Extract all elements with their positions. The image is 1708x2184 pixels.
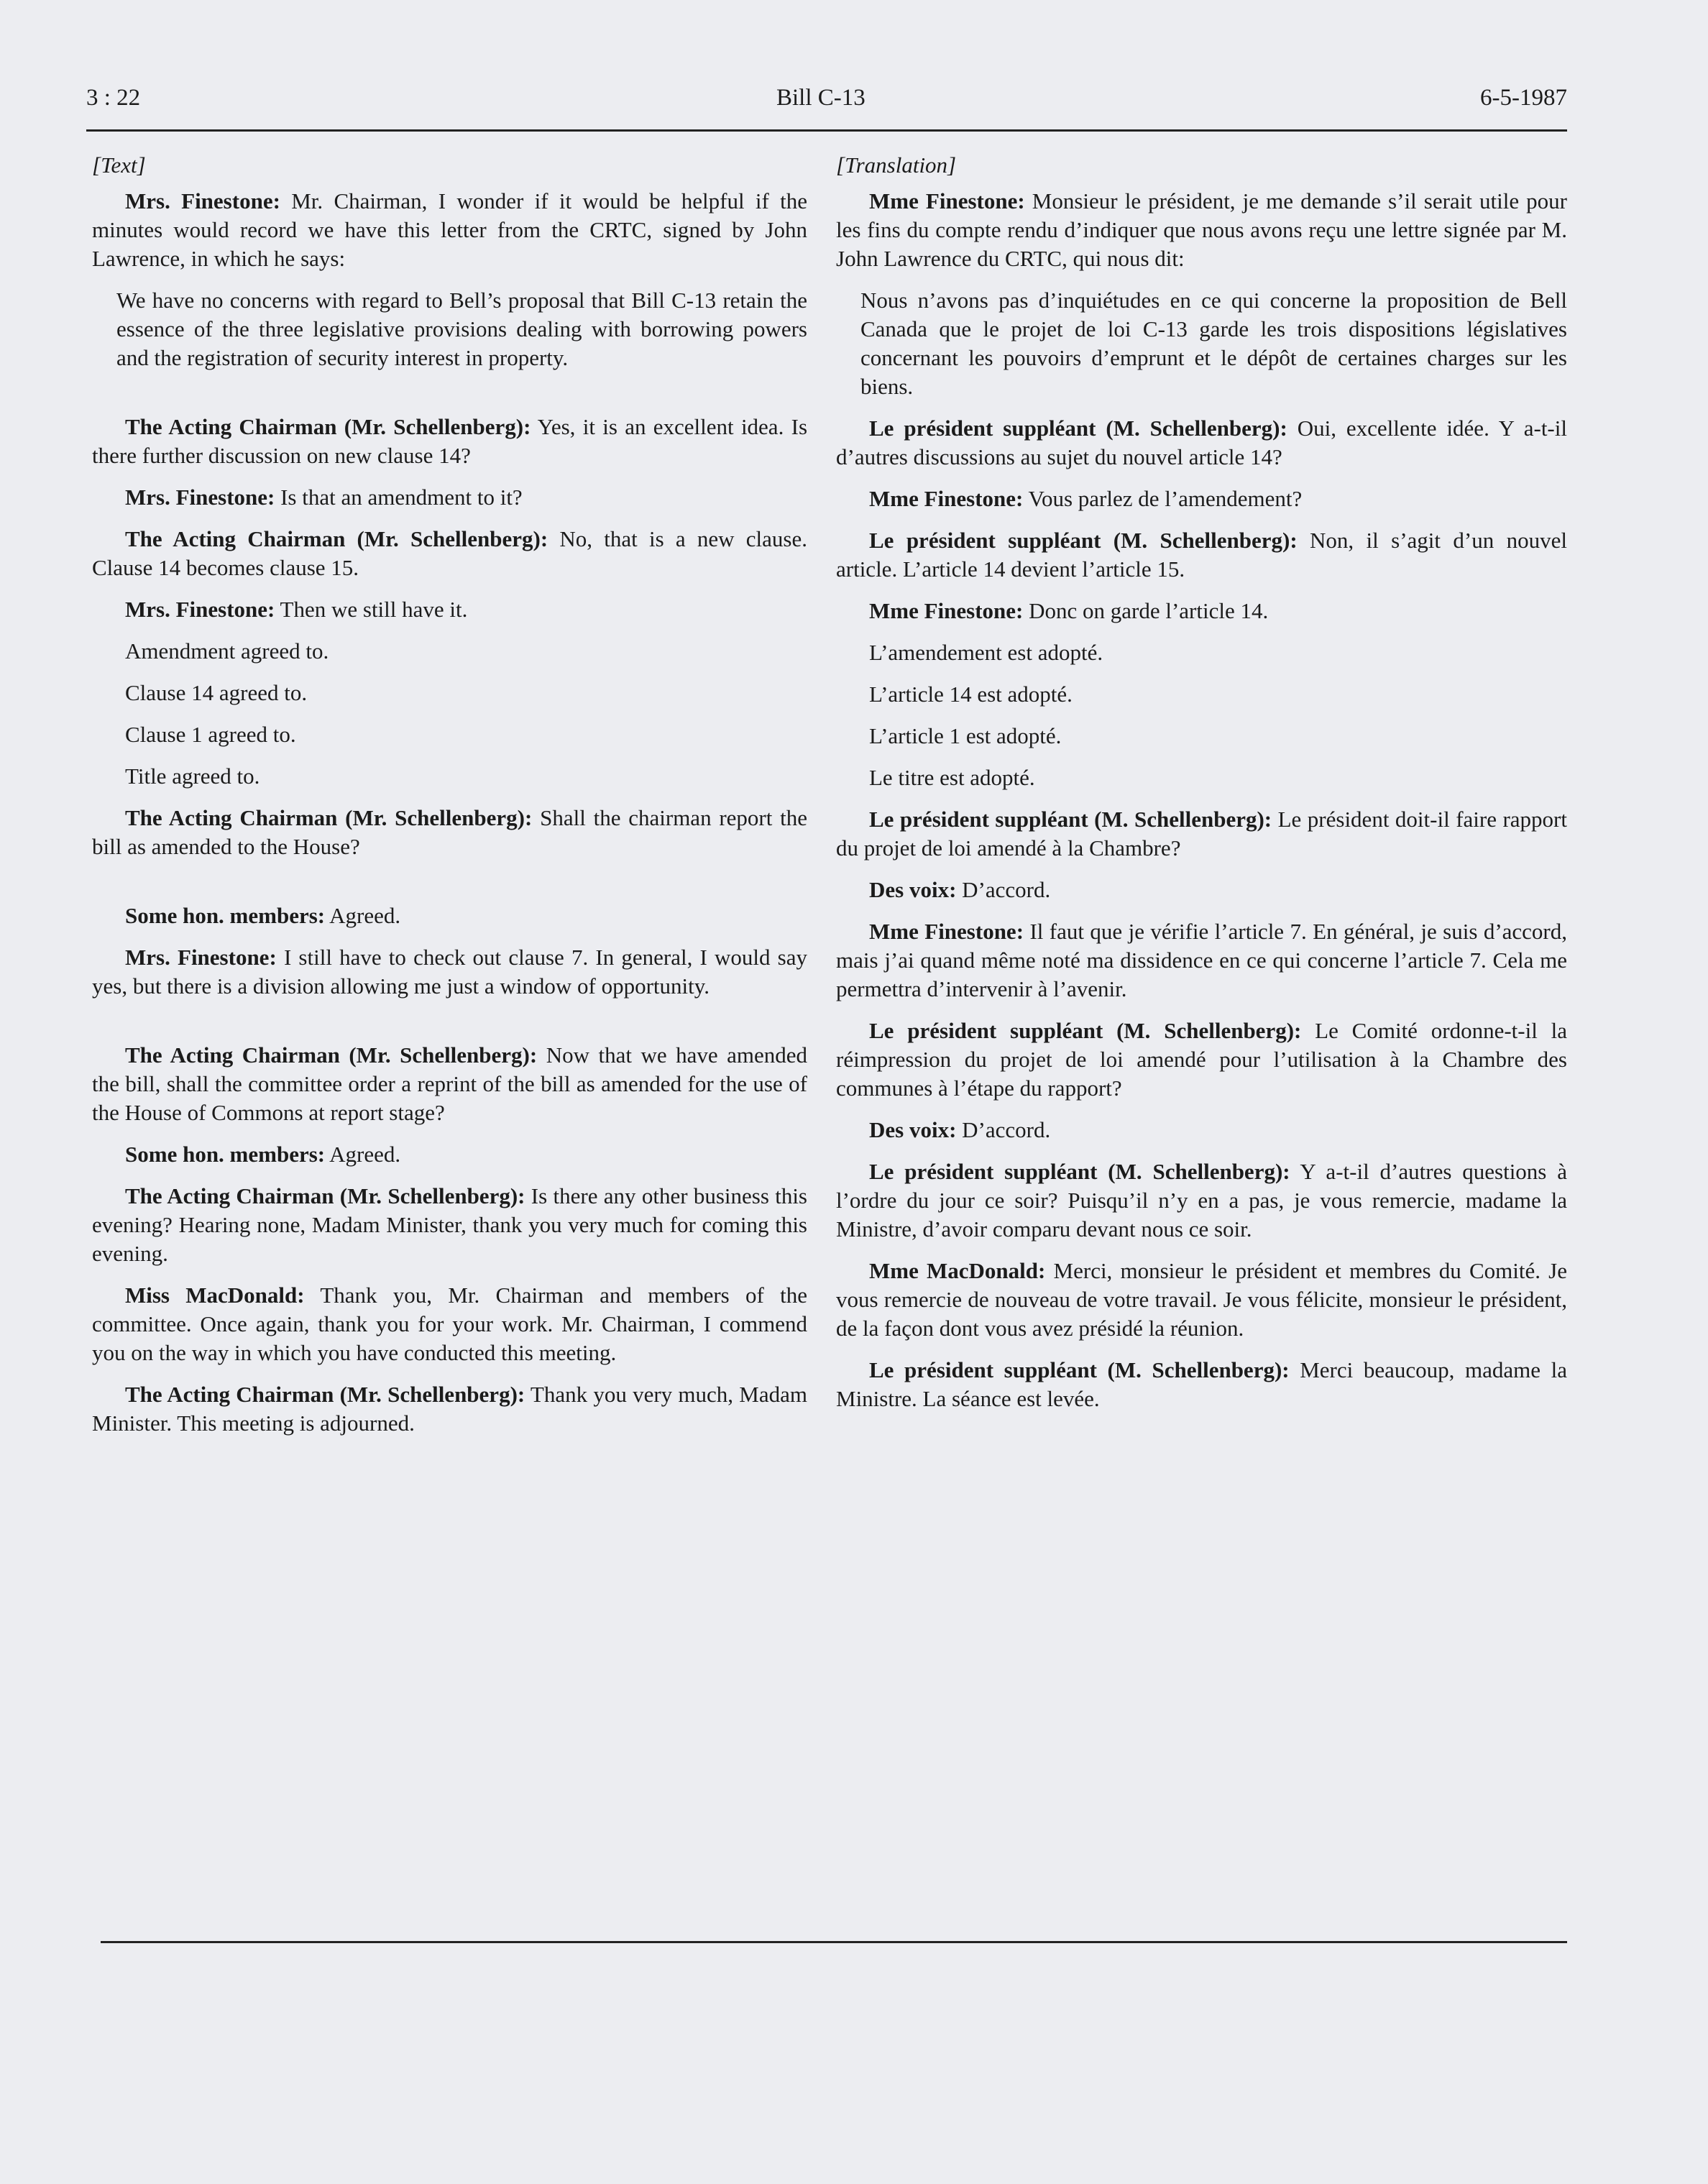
speaker-name: The Acting Chairman (Mr. Schellenberg):	[125, 805, 533, 830]
speech-text: Agreed.	[325, 1142, 401, 1167]
procedural-note	[836, 638, 1567, 667]
speech-text: Agreed.	[325, 903, 401, 928]
speech-text: Is there any other business this evening? Hearing none, Madam Minister, thank you very much for coming this evening.	[92, 1183, 807, 1266]
speaker-name: Le président suppléant (M. Schellenberg):	[869, 1018, 1302, 1043]
speaker-name: Mrs. Finestone:	[125, 485, 275, 510]
speech-text: Oui, excellente idée. Y a-t-il d’autres discussions au sujet du nouvel article 14?	[836, 416, 1567, 469]
speaker-name: Mrs. Finestone:	[125, 945, 277, 970]
procedural-note	[836, 722, 1567, 751]
speaker-name: The Acting Chairman (Mr. Schellenberg):	[125, 1382, 525, 1407]
speaker-name: Mrs. Finestone:	[125, 597, 275, 622]
speech-text: Shall the chairman report the bill as amended to the House?	[92, 805, 807, 859]
procedural-note	[92, 720, 807, 749]
speech-text: Merci, monsieur le président et membres du Comité. Je vous remercie de nouveau de votre travail. Je vous félicite, monsieur le président, de la façon dont vous avez présidé la réunion.	[836, 1258, 1567, 1341]
procedural-note	[836, 680, 1567, 709]
speaker-name: Le président suppléant (M. Schellenberg):	[869, 1159, 1290, 1184]
speech-text: Clause 1 agreed to.	[125, 722, 296, 747]
paragraph	[92, 804, 807, 861]
paragraph	[92, 525, 807, 582]
speech-text: Clause 14 agreed to.	[125, 680, 308, 705]
speech-text: Yes, it is an excellent idea. Is there further discussion on new clause 14?	[92, 414, 808, 468]
french-column	[836, 151, 1567, 1426]
paragraph	[92, 1140, 807, 1169]
speech-text: Il faut que je vérifie l’article 7. En général, je suis d’accord, mais j’ai quand même noté ma dissidence en ce qui concerne l’article 7. Cela me permettra d’intervenir à l’avenir.	[836, 919, 1568, 1001]
speech-text: Thank you, Mr. Chairman and members of the committee. Once again, thank you for your work. Mr. Chairman, I commend you on the way in which you have conducted this meeting.	[92, 1283, 807, 1365]
column-label: [Translation]	[836, 152, 957, 178]
paragraph	[92, 187, 807, 273]
quoted-letter	[116, 286, 807, 372]
footer-rule	[101, 1941, 1567, 1943]
speaker-name: Le président suppléant (M. Schellenberg):	[869, 807, 1272, 832]
speech-text: Le président doit-il faire rapport du projet de loi amendé à la Chambre?	[836, 807, 1567, 861]
paragraph	[836, 187, 1567, 273]
paragraph	[836, 1356, 1567, 1413]
speaker-name: Mrs. Finestone:	[125, 188, 280, 214]
procedural-note	[92, 637, 807, 666]
speaker-name: The Acting Chairman (Mr. Schellenberg):	[125, 1183, 525, 1208]
paragraph	[92, 943, 807, 1001]
speech-text: Merci beaucoup, madame la Ministre. La séance est levée.	[836, 1357, 1568, 1411]
speaker-name: Le président suppléant (M. Schellenberg):	[869, 1357, 1290, 1382]
speaker-name: Des voix:	[869, 1117, 957, 1142]
speaker-name: Some hon. members:	[125, 1142, 326, 1167]
speech-text: D’accord.	[956, 877, 1051, 902]
paragraph	[92, 901, 807, 930]
quoted-letter	[860, 286, 1567, 401]
speech-text: Now that we have amended the bill, shall the committee order a reprint of the bill as amended for the use of the House of Commons at report stage?	[92, 1042, 807, 1125]
speech-text: Thank you very much, Madam Minister. This meeting is adjourned.	[92, 1382, 807, 1436]
speaker-name: Miss MacDonald:	[125, 1283, 305, 1308]
speech-text: D’accord.	[956, 1117, 1051, 1142]
paragraph	[92, 1182, 807, 1268]
paragraph	[836, 526, 1567, 584]
speech-text: Then we still have it.	[275, 597, 468, 622]
speech-text: Monsieur le président, je me demande s’il serait utile pour les fins du compte rendu d’indiquer que nous avons reçu une lettre signée par M. John Lawrence du CRTC, qui nous dit:	[836, 188, 1567, 271]
speech-text: L’article 1 est adopté.	[869, 723, 1062, 748]
speech-text: No, that is a new clause. Clause 14 becomes clause 15.	[92, 526, 807, 580]
speaker-name: The Acting Chairman (Mr. Schellenberg):	[125, 414, 531, 439]
speaker-name: Le président suppléant (M. Schellenberg):	[869, 416, 1287, 441]
speaker-name: Mme Finestone:	[869, 598, 1024, 623]
paragraph	[836, 485, 1567, 513]
speech-text: Donc on garde l’article 14.	[1023, 598, 1269, 623]
paragraph	[836, 876, 1567, 904]
page-date: 6-5-1987	[1480, 85, 1567, 111]
speech-text: Le Comité ordonne-t-il la réimpression du projet de loi amendé pour l’utilisation à la Chambre des communes à l’étape du rapport?	[836, 1018, 1567, 1101]
paragraph	[92, 483, 807, 512]
speech-text: Le titre est adopté.	[869, 765, 1035, 790]
speech-text: Y a-t-il d’autres questions à l’ordre du jour ce soir? Puisqu’il n’y en a pas, je vous remercie, madame la Ministre, d’avoir comparu devant nous ce soir.	[836, 1159, 1568, 1242]
paragraph	[836, 917, 1567, 1004]
speaker-name: Le président suppléant (M. Schellenberg):	[869, 528, 1298, 553]
speaker-name: The Acting Chairman (Mr. Schellenberg):	[125, 526, 548, 551]
speech-text: Title agreed to.	[125, 763, 260, 789]
paragraph	[836, 1116, 1567, 1144]
speech-text: Nous n’avons pas d’inquiétudes en ce qui concerne la proposition de Bell Canada que le projet de loi C-13 garde les trois dispositions législatives concernant les pouvoirs d’emprunt et le dépôt de certaines charges sur les biens.	[860, 288, 1567, 399]
speech-text: We have no concerns with regard to Bell’s proposal that Bill C-13 retain the essence of the three legislative provisions dealing with borrowing powers and the registration of security interest in property.	[116, 288, 807, 370]
procedural-note	[92, 679, 807, 707]
speech-text: Vous parlez de l’amendement?	[1023, 486, 1303, 511]
speech-text: Is that an amendment to it?	[275, 485, 523, 510]
speaker-name: Some hon. members:	[125, 903, 326, 928]
page-number: 3 : 22	[86, 85, 141, 111]
speaker-name: Mme Finestone:	[869, 486, 1024, 511]
speech-text: Non, il s’agit d’un nouvel article. L’article 14 devient l’article 15.	[836, 528, 1567, 582]
speaker-name: Mme Finestone:	[869, 188, 1025, 214]
page-header	[86, 85, 1567, 125]
speech-text: L’article 14 est adopté.	[869, 682, 1073, 707]
speaker-name: The Acting Chairman (Mr. Schellenberg):	[125, 1042, 538, 1068]
procedural-note	[836, 763, 1567, 792]
running-title: Bill C-13	[776, 85, 866, 111]
column-label: [Text]	[92, 152, 146, 178]
paragraph	[836, 1017, 1567, 1103]
procedural-note	[92, 762, 807, 791]
speech-text: Amendment agreed to.	[125, 638, 329, 664]
english-column	[92, 151, 807, 1451]
speaker-name: Mme MacDonald:	[869, 1258, 1046, 1283]
paragraph	[92, 1041, 807, 1127]
paragraph	[92, 1380, 807, 1438]
speech-text: L’amendement est adopté.	[869, 640, 1103, 665]
speech-text: Mr. Chairman, I wonder if it would be helpful if the minutes would record we have this letter from the CRTC, signed by John Lawrence, in which he says:	[92, 188, 807, 271]
paragraph	[836, 414, 1567, 472]
speaker-name: Des voix:	[869, 877, 957, 902]
paragraph	[836, 805, 1567, 863]
paragraph	[92, 1281, 807, 1367]
paragraph	[92, 595, 807, 624]
paragraph	[836, 1157, 1567, 1244]
paragraph	[92, 413, 807, 470]
header-rule	[86, 129, 1567, 132]
paragraph	[836, 1257, 1567, 1343]
speaker-name: Mme Finestone:	[869, 919, 1024, 944]
paragraph	[836, 597, 1567, 625]
speech-text: I still have to check out clause 7. In general, I would say yes, but there is a division allowing me just a window of opportunity.	[92, 945, 807, 999]
